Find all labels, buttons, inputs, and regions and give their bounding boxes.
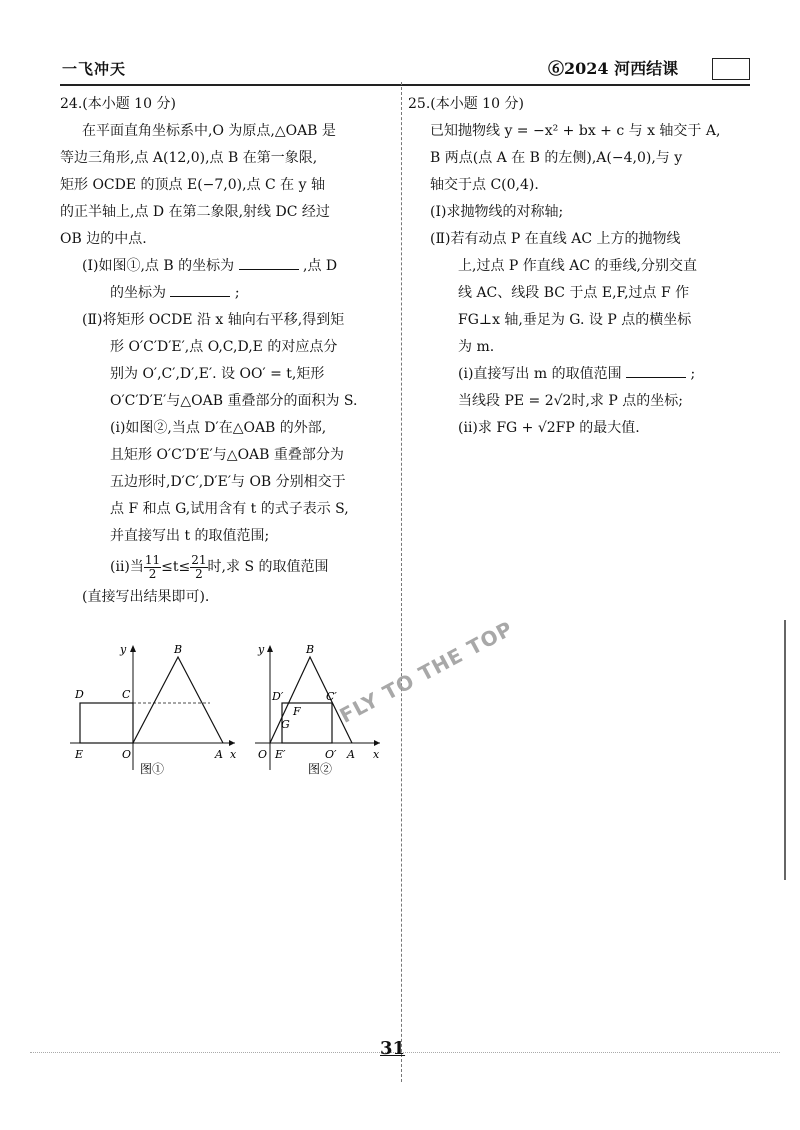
label-y: y: [120, 643, 127, 656]
q25-line: FG⊥x 轴,垂足为 G. 设 P 点的横坐标: [458, 312, 692, 328]
brand-title: 一飞冲天: [62, 60, 127, 78]
q24-sub2-end: (直接写出结果即可).: [82, 589, 210, 605]
q25-line: 为 m.: [458, 339, 495, 355]
triangle-oab: [133, 657, 223, 743]
q24-sub2-post: 时,求 S 的取值范围: [207, 559, 329, 575]
label-a: A: [347, 748, 355, 761]
q25-line: 线 AC、线段 BC 于点 E,F,过点 F 作: [458, 285, 690, 301]
q25-sub1: [408, 361, 748, 388]
label-e-prime: E′: [275, 748, 286, 761]
label-o: O: [122, 748, 132, 761]
frac-num: 11: [144, 552, 161, 567]
question-24: [60, 91, 400, 611]
y-axis-arrow: [130, 645, 136, 652]
frac-den: 2: [148, 566, 157, 581]
x-axis-arrow: [374, 740, 380, 746]
q25-line: 已知抛物线 y = −x² + bx + c 与 x 轴交于 A,: [430, 123, 721, 139]
page-edge: [784, 620, 786, 880]
q24-line: OB 边的中点.: [60, 231, 147, 247]
q24-line: 的正半轴上,点 D 在第二象限,射线 DC 经过: [60, 204, 330, 220]
q25-sub1-cont: 当线段 PE = 2√2时,求 P 点的坐标;: [458, 393, 683, 409]
q25-line: B 两点(点 A 在 B 的左侧),A(−4,0),与 y: [430, 150, 683, 166]
label-x: x: [230, 748, 237, 761]
series-title: ⑥2024 河西结课: [548, 59, 679, 78]
label-g: G: [281, 718, 290, 731]
q24-sub2: [60, 550, 400, 584]
label-d-prime: D′: [272, 690, 284, 703]
q24-line: 在平面直角坐标系中,O 为原点,△OAB 是: [82, 123, 336, 139]
q24-line: 等边三角形,点 A(12,0),点 B 在第一象限,: [60, 150, 318, 166]
q24-part1-text2: ,点 D: [303, 258, 338, 274]
header-rule: [60, 84, 750, 86]
q24-sub2-mid: ≤t≤: [161, 559, 191, 575]
q24-part1: [60, 253, 400, 280]
label-a: A: [215, 748, 223, 761]
answer-blank[interactable]: [170, 282, 230, 297]
q24-sub1-line: 且矩形 O′C′D′E′与△OAB 重叠部分为: [110, 447, 344, 463]
x-axis-arrow: [229, 740, 235, 746]
label-f: F: [293, 705, 301, 718]
rectangle-ocde: [80, 703, 133, 743]
label-o-prime: O′: [325, 748, 337, 761]
q24-sub1-line: 五边形时,D′C′,D′E′与 OB 分别相交于: [110, 474, 346, 490]
header-logo-box: [712, 58, 750, 80]
label-y: y: [258, 643, 265, 656]
q25-line: (Ⅱ)若有动点 P 在直线 AC 上方的抛物线: [430, 231, 681, 247]
frac-den: 2: [195, 566, 203, 581]
q25-sub2: (ⅱ)求 FG + √2FP 的最大值.: [458, 420, 640, 436]
frac-num: 21: [191, 552, 207, 567]
y-axis-arrow: [267, 645, 273, 652]
label-x: x: [373, 748, 380, 761]
q24-part2-line: 形 O′C′D′E′,点 O,C,D,E 的对应点分: [110, 339, 338, 355]
question-25: [408, 91, 748, 442]
q24-part2-line: (Ⅱ)将矩形 OCDE 沿 x 轴向右平移,得到矩: [82, 312, 345, 328]
page-number: 31: [380, 1038, 406, 1059]
q24-part1-text: (Ⅰ)如图①,点 B 的坐标为: [82, 258, 235, 274]
q24-part1-text4: ;: [234, 285, 240, 301]
watermark: FLY TO THE TOP: [335, 616, 518, 728]
q25-line: 轴交于点 C(0,4).: [430, 177, 539, 193]
q24-part1-text3: 的坐标为: [110, 285, 166, 301]
q24-part1-cont: [60, 280, 400, 307]
caption-fig2: 图②: [308, 762, 333, 776]
label-b: B: [174, 643, 183, 656]
fraction-21-2: [190, 554, 207, 581]
column-divider: [401, 82, 402, 1082]
q25-sub1-end: ;: [690, 366, 696, 382]
label-o: O: [258, 748, 268, 761]
q24-sub1-line: 点 F 和点 G,试用含有 t 的式子表示 S,: [110, 501, 349, 517]
q25-line: (Ⅰ)求抛物线的对称轴;: [430, 204, 564, 220]
q24-part2-line: O′C′D′E′与△OAB 重叠部分的面积为 S.: [110, 393, 358, 409]
q24-title: 24.(本小题 10 分): [60, 96, 176, 112]
q25-line: 上,过点 P 作直线 AC 的垂线,分别交直: [458, 258, 697, 274]
label-c-prime: C′: [326, 690, 337, 703]
q25-sub1-text: (ⅰ)直接写出 m 的取值范围: [458, 366, 622, 382]
q25-title: 25.(本小题 10 分): [408, 96, 524, 112]
figure-1: [70, 643, 237, 776]
q24-sub1-line: 并直接写出 t 的取值范围;: [110, 528, 270, 544]
label-b: B: [306, 643, 315, 656]
answer-blank[interactable]: [239, 255, 299, 270]
q24-sub2-pre: (ⅱ)当: [110, 559, 144, 575]
q24-part2-line: 别为 O′,C′,D′,E′. 设 OO′ = t,矩形: [110, 366, 325, 382]
q24-line: 矩形 OCDE 的顶点 E(−7,0),点 C 在 y 轴: [60, 177, 325, 193]
label-d: D: [75, 688, 84, 701]
fraction-11-2: [144, 554, 161, 581]
label-e: E: [75, 748, 84, 761]
caption-fig1: 图①: [140, 762, 165, 776]
label-c: C: [122, 688, 131, 701]
answer-blank[interactable]: [626, 363, 686, 378]
q24-sub1-line: (ⅰ)如图②,当点 D′在△OAB 的外部,: [110, 420, 327, 436]
